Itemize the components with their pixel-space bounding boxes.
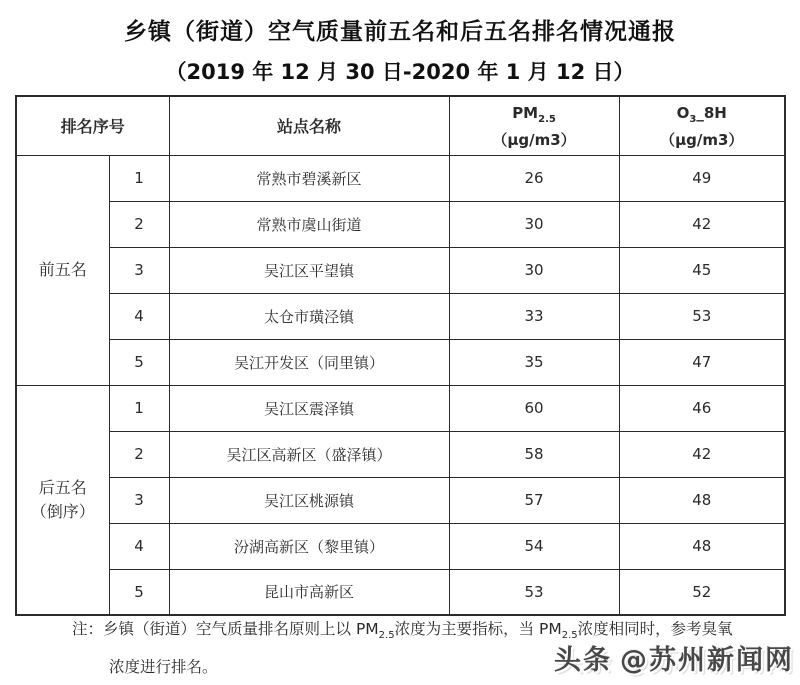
pm25-cell: 57 bbox=[449, 477, 619, 523]
pm25-cell: 26 bbox=[449, 155, 619, 201]
o3-unit-label: （μg/m3） bbox=[660, 131, 744, 150]
air-quality-rank-table bbox=[15, 95, 786, 616]
rank-cell: 5 bbox=[109, 339, 169, 385]
station-cell: 吴江开发区（同里镇） bbox=[169, 339, 449, 385]
pm25-unit-label: （μg/m3） bbox=[492, 131, 576, 150]
table-row bbox=[16, 247, 785, 293]
pm25-symbol: PM bbox=[512, 104, 539, 123]
station-cell: 吴江区高新区（盛泽镇） bbox=[169, 431, 449, 477]
rank-header-label: 排名序号 bbox=[60, 117, 125, 137]
toutiao-watermark bbox=[554, 638, 794, 677]
rank-cell: 1 bbox=[109, 385, 169, 431]
table-row bbox=[16, 201, 785, 247]
station-header-label: 站点名称 bbox=[277, 117, 342, 137]
o3-header-label bbox=[620, 103, 785, 130]
o3-cell: 42 bbox=[619, 431, 785, 477]
table-row bbox=[16, 155, 785, 201]
o3-cell: 49 bbox=[619, 155, 785, 201]
pm25-header-label bbox=[450, 103, 619, 130]
table-row bbox=[16, 477, 785, 523]
o3-cell: 53 bbox=[619, 293, 785, 339]
watermark-account: @苏州新闻网 bbox=[620, 645, 794, 676]
group-label-text: 后五名 bbox=[38, 477, 87, 497]
rank-cell: 4 bbox=[109, 293, 169, 339]
column-header-o3 bbox=[619, 96, 785, 155]
station-cell: 吴江区平望镇 bbox=[169, 247, 449, 293]
footnote-prefix: 注： bbox=[72, 620, 104, 638]
group-label-top-five bbox=[16, 155, 109, 385]
rank-cell: 2 bbox=[109, 431, 169, 477]
footnote-text: 浓度相同时，参考臭氧 bbox=[577, 620, 733, 638]
watermark-brand: 头条 bbox=[554, 645, 612, 676]
station-cell: 太仓市璜泾镇 bbox=[169, 293, 449, 339]
column-header-rank bbox=[16, 96, 169, 155]
o3-cell: 48 bbox=[619, 477, 785, 523]
pm25-cell: 35 bbox=[449, 339, 619, 385]
page-subtitle: （2019 年 12 月 30 日-2020 年 1 月 12 日） bbox=[165, 60, 635, 84]
pm25-subscript: 2.5 bbox=[538, 114, 556, 126]
o3-cell: 42 bbox=[619, 201, 785, 247]
pm25-subscript: 2.5 bbox=[561, 630, 578, 641]
table-row bbox=[16, 569, 785, 615]
pm25-cell: 30 bbox=[449, 201, 619, 247]
pm25-cell: 33 bbox=[449, 293, 619, 339]
group-label-text: 前五名 bbox=[38, 260, 87, 279]
table-row bbox=[16, 385, 785, 431]
pm25-cell: 58 bbox=[449, 431, 619, 477]
pm25-cell: 60 bbox=[449, 385, 619, 431]
group-label-bottom-five bbox=[16, 385, 109, 615]
station-cell: 昆山市高新区 bbox=[169, 569, 449, 615]
pm25-subscript: 2.5 bbox=[378, 630, 395, 641]
rank-cell: 2 bbox=[109, 201, 169, 247]
pm25-cell: 54 bbox=[449, 523, 619, 569]
table-row bbox=[16, 431, 785, 477]
o3-symbol: O bbox=[676, 104, 690, 123]
o3-cell: 48 bbox=[619, 523, 785, 569]
rank-cell: 3 bbox=[109, 247, 169, 293]
table-row bbox=[16, 293, 785, 339]
table-row bbox=[16, 523, 785, 569]
column-header-station bbox=[169, 96, 449, 155]
column-header-pm25 bbox=[449, 96, 619, 155]
pm25-cell: 30 bbox=[449, 247, 619, 293]
station-cell: 常熟市虞山街道 bbox=[169, 201, 449, 247]
group-label-text-line2: （倒序） bbox=[30, 501, 95, 521]
rank-cell: 4 bbox=[109, 523, 169, 569]
station-cell: 常熟市碧溪新区 bbox=[169, 155, 449, 201]
table-row bbox=[16, 339, 785, 385]
o3-cell: 45 bbox=[619, 247, 785, 293]
footnote-text: 浓度为主要指标，当 PM bbox=[394, 620, 562, 638]
pm25-cell: 53 bbox=[449, 569, 619, 615]
station-cell: 吴江区桃源镇 bbox=[169, 477, 449, 523]
o3-subscript: 3 bbox=[689, 114, 697, 126]
rank-cell: 3 bbox=[109, 477, 169, 523]
o3-cell: 52 bbox=[619, 569, 785, 615]
o3-cell: 46 bbox=[619, 385, 785, 431]
station-cell: 吴江区震泽镇 bbox=[169, 385, 449, 431]
o3-cell: 47 bbox=[619, 339, 785, 385]
footnote-text: 乡镇（街道）空气质量排名原则上以 PM bbox=[103, 620, 379, 638]
o3-suffix: _8H bbox=[696, 104, 727, 123]
footnote-line2: 浓度进行排名。 bbox=[109, 658, 218, 676]
header-row bbox=[16, 96, 785, 155]
station-cell: 汾湖高新区（黎里镇） bbox=[169, 523, 449, 569]
rank-cell: 5 bbox=[109, 569, 169, 615]
rank-cell: 1 bbox=[109, 155, 169, 201]
page-title: 乡镇（街道）空气质量前五名和后五名排名情况通报 bbox=[124, 19, 676, 45]
